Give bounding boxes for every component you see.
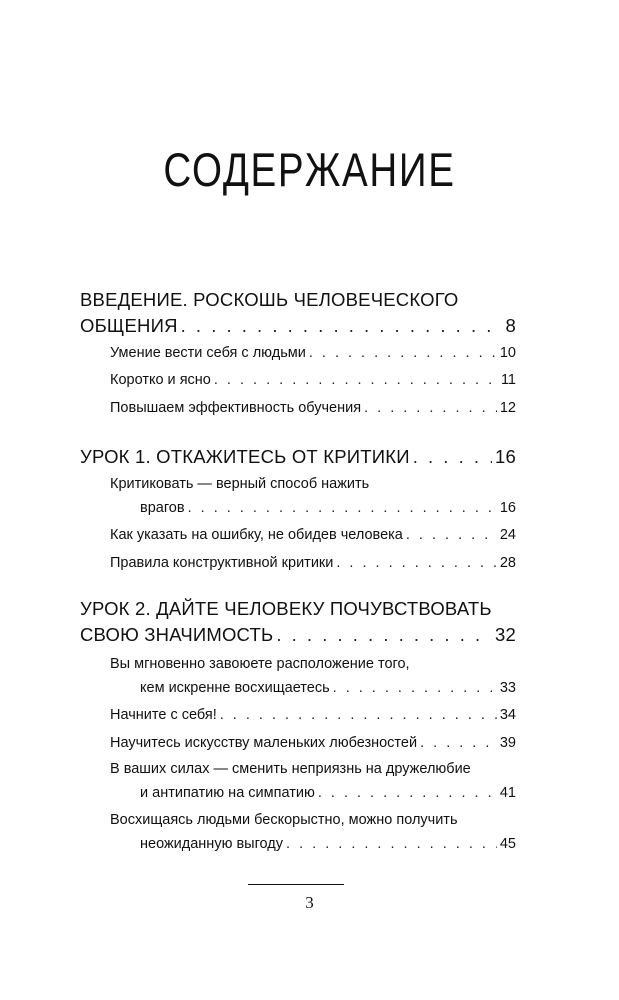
toc-page-number: 16: [499, 500, 516, 516]
toc-chapter-lesson-2-line2: СВОЮ ЗНАЧИМОСТЬ: [80, 624, 274, 645]
dot-leader: [318, 785, 497, 801]
toc-entry-title: Повышаем эффективность обучения: [110, 400, 362, 416]
dot-leader: [276, 624, 492, 646]
dot-leader: [364, 400, 497, 416]
toc-entry-line1: Восхищаясь людьми бескорыстно, можно получить: [110, 812, 458, 828]
page-number: 3: [305, 893, 314, 912]
toc-entry[interactable]: [110, 735, 516, 751]
page-title: СОДЕРЖАНИЕ: [163, 143, 456, 196]
toc-entry-line2: кем искренне восхищаетесь: [140, 680, 330, 696]
toc-page-number: 33: [499, 680, 516, 696]
toc-entry[interactable]: [110, 707, 516, 723]
toc-entry-line2: врагов: [140, 500, 185, 516]
toc-chapter-lesson-2-line1: УРОК 2. ДАЙТЕ ЧЕЛОВЕКУ ПОЧУВСТВОВАТЬ: [80, 598, 492, 619]
dot-leader: [413, 446, 492, 468]
toc-entry-title: Как указать на ошибку, не обидев человека: [110, 527, 403, 543]
toc-entry-title: Начните с себя!: [110, 707, 217, 723]
dot-leader: [406, 527, 497, 543]
dot-leader: [181, 315, 499, 337]
footer-rule: [248, 884, 344, 885]
toc-entry[interactable]: [140, 680, 516, 696]
toc-entry-title: Умение вести себя с людьми: [110, 345, 306, 361]
toc-entry[interactable]: [140, 785, 516, 801]
toc-entry-line1: Критиковать — верный способ нажить: [110, 476, 370, 492]
toc-entry-title: Правила конструктивной критики: [110, 555, 334, 571]
toc-entry-line1: В ваших силах — сменить неприязнь на дружелюбие: [110, 761, 471, 777]
dot-leader: [220, 707, 497, 723]
toc-entry-line2: неожиданную выгоду: [140, 836, 284, 852]
toc-page-number: 45: [499, 836, 516, 852]
toc-page-number: 12: [499, 400, 516, 416]
dot-leader: [188, 500, 497, 516]
toc-page-number: 11: [500, 372, 516, 388]
toc-page-number: 24: [499, 527, 516, 543]
toc-entry[interactable]: [140, 836, 516, 852]
toc-chapter-lesson-1[interactable]: [80, 446, 516, 468]
toc-entry[interactable]: [140, 500, 516, 516]
toc-page-number: 39: [499, 735, 516, 751]
toc-entry[interactable]: [110, 372, 516, 388]
dot-leader: [420, 735, 497, 751]
toc-page-number: 16: [495, 446, 516, 467]
dot-leader: [336, 555, 496, 571]
toc-entry[interactable]: [110, 527, 516, 543]
toc-page-number: 41: [499, 785, 516, 801]
toc-entry[interactable]: [110, 400, 516, 416]
toc-chapter-intro-line1: ВВЕДЕНИЕ. РОСКОШЬ ЧЕЛОВЕЧЕСКОГО: [80, 289, 459, 310]
toc-chapter-intro[interactable]: [80, 315, 516, 337]
toc-entry-title: Научитесь искусству маленьких любезностей: [110, 735, 418, 751]
toc-entry-line2: и антипатию на симпатию: [140, 785, 315, 801]
toc-entry-title: Коротко и ясно: [110, 372, 211, 388]
dot-leader: [309, 345, 497, 361]
toc-entry[interactable]: [110, 345, 516, 361]
dot-leader: [214, 372, 498, 388]
toc-page-number: 10: [499, 345, 516, 361]
toc-entry-line1: Вы мгновенно завоюете расположение того,: [110, 656, 410, 672]
toc-chapter-intro-line2: ОБЩЕНИЯ: [80, 315, 178, 336]
toc-page-number: 32: [495, 624, 516, 645]
toc-page-number: 8: [505, 315, 516, 336]
toc-chapter-lesson-2[interactable]: [80, 624, 516, 646]
toc-entry[interactable]: [110, 555, 516, 571]
dot-leader: [333, 680, 497, 696]
toc-page-number: 28: [499, 555, 516, 571]
dot-leader: [286, 836, 497, 852]
toc-page-number: 34: [499, 707, 516, 723]
toc-chapter-title: УРОК 1. ОТКАЖИТЕСЬ ОТ КРИТИКИ: [80, 446, 410, 467]
